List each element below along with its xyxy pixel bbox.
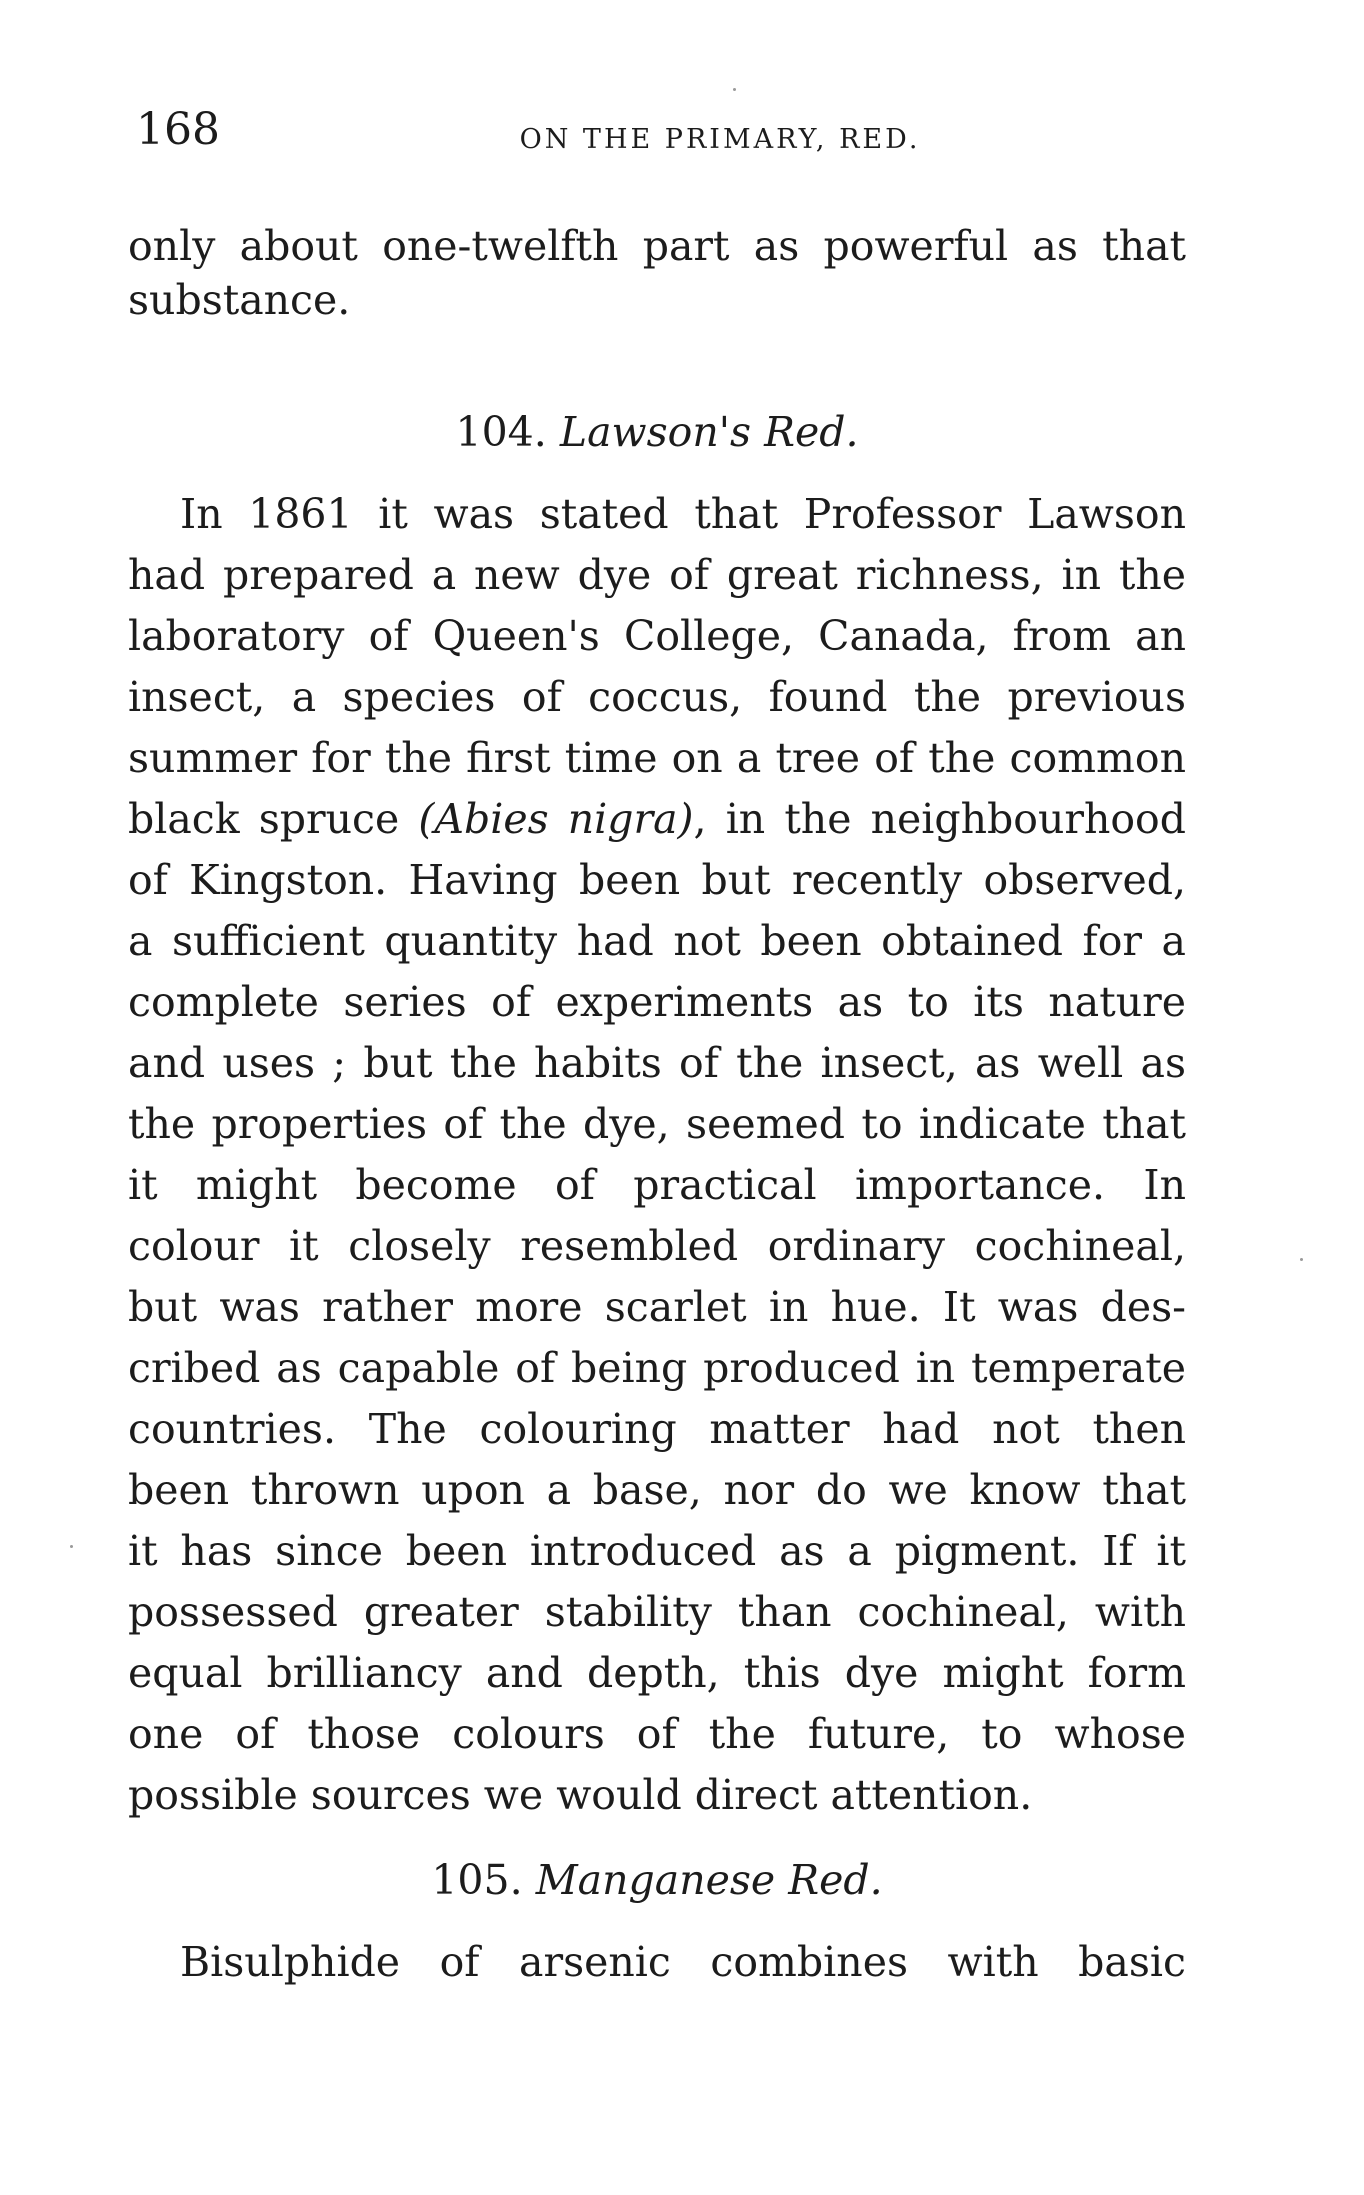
text-line: of Kingston. Having been but recently observed,: [128, 856, 1186, 904]
page-header: [130, 100, 1190, 160]
paper-speck: [70, 1545, 73, 1548]
text-line: but was rather more scarlet in hue. It was des-: [128, 1283, 1186, 1331]
section-heading-105: [128, 1852, 1186, 1908]
paper-speck: [1300, 1258, 1303, 1261]
text-line: colour it closely resembled ordinary cochineal,: [128, 1222, 1186, 1270]
text-line: one of those colours of the future, to whose: [128, 1710, 1186, 1758]
text-line: and uses ; but the habits of the insect, as well as: [128, 1039, 1186, 1087]
text-line: complete series of experiments as to its nature: [128, 978, 1186, 1026]
latin-name: (Abies nigra): [418, 795, 694, 843]
text-line: black spruce (Abies nigra), in the neighbourhood: [128, 795, 1186, 843]
text-line: insect, a species of coccus, found the previous: [128, 673, 1186, 721]
section-number: 104.: [455, 408, 547, 456]
section-number: 105.: [431, 1856, 523, 1904]
text-line: only about one-twelfth part as powerful as that: [128, 222, 1186, 270]
text-line: equal brilliancy and depth, this dye might form: [128, 1649, 1186, 1697]
text-line: it has since been introduced as a pigment. If it: [128, 1527, 1186, 1575]
page-number: 168: [136, 104, 220, 155]
text-line: Bisulphide of arsenic combines with basic: [180, 1938, 1186, 1986]
text-line: summer for the first time on a tree of the common: [128, 734, 1186, 782]
section-heading-104: [128, 404, 1186, 460]
text-line: it might become of practical importance. In: [128, 1161, 1186, 1209]
running-head: ON THE PRIMARY, RED.: [519, 124, 921, 155]
text-line: cribed as capable of being produced in temperate: [128, 1344, 1186, 1392]
section-title: Lawson's Red.: [559, 408, 859, 456]
text-line: countries. The colouring matter had not then: [128, 1405, 1186, 1453]
text-line: been thrown upon a base, nor do we know that: [128, 1466, 1186, 1514]
text-line: possible sources we would direct attention.: [128, 1771, 1033, 1819]
text-line: a sufficient quantity had not been obtained for a: [128, 917, 1186, 965]
text-line: the properties of the dye, seemed to indicate that: [128, 1100, 1186, 1148]
text-line: In 1861 it was stated that Professor Lawson: [180, 490, 1186, 538]
text-line: possessed greater stability than cochineal, with: [128, 1588, 1186, 1636]
section-title: Manganese Red.: [535, 1856, 883, 1904]
paper-speck: [733, 88, 736, 91]
text-line: had prepared a new dye of great richness, in the: [128, 551, 1186, 599]
text-line: substance.: [128, 276, 351, 324]
text-line: laboratory of Queen's College, Canada, from an: [128, 612, 1186, 660]
